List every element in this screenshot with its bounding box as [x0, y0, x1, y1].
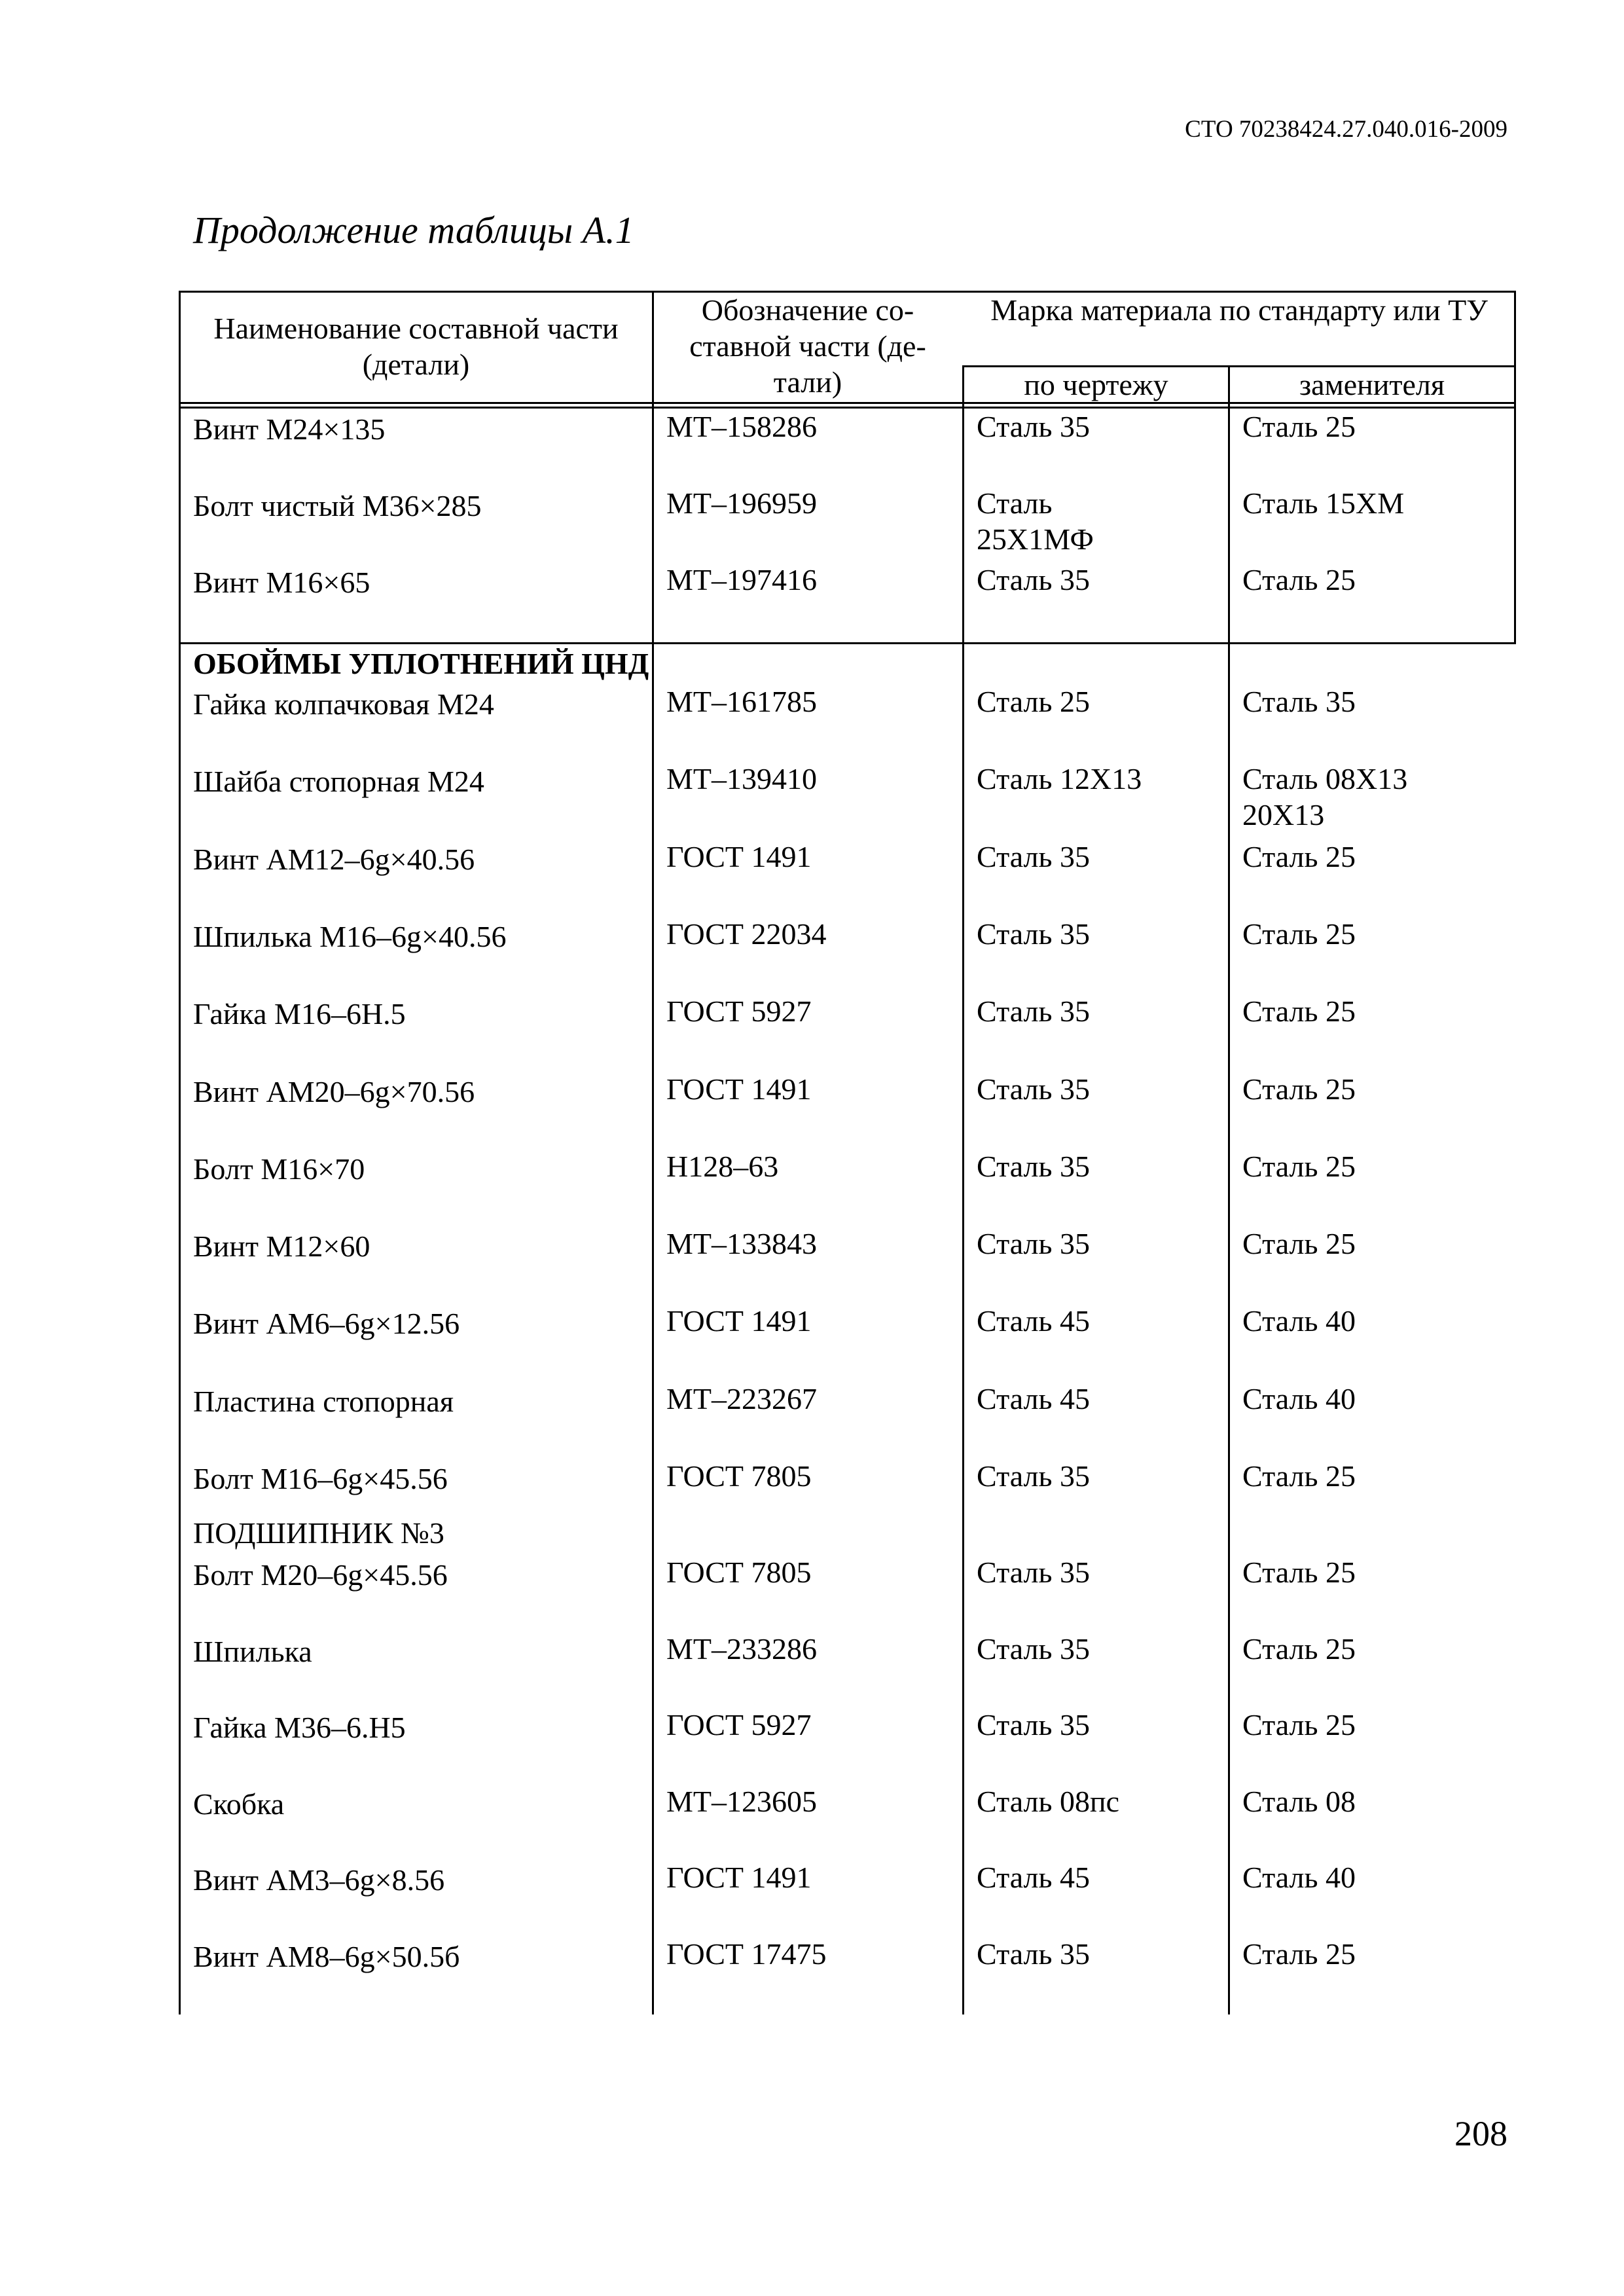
table-cell-designation: ГОСТ 1491	[666, 839, 812, 873]
table-cell-name: Болт чистый М36×285	[193, 489, 482, 522]
table-cell-substitute: Сталь 25	[1242, 1708, 1356, 1741]
subsection-title: ПОДШИПНИК №3	[193, 1516, 444, 1550]
table-cell-designation: ГОСТ 22034	[666, 917, 827, 951]
table-cell-name: Гайка М36–6.Н5	[193, 1711, 406, 1744]
table-cell-substitute: Сталь 25	[1242, 1072, 1356, 1106]
table-cell-designation: ГОСТ 5927	[666, 1708, 812, 1741]
table-cell-designation: МТ–223267	[666, 1381, 817, 1415]
table-cell-substitute: Сталь 25	[1242, 917, 1356, 951]
column-divider-2	[962, 365, 964, 2014]
table-cell-substitute: Сталь 40	[1242, 1381, 1356, 1415]
table-cell-by-drawing: Сталь 35	[977, 410, 1090, 443]
table-left-border	[179, 291, 181, 2014]
table-cell-substitute: Сталь 08Х13 20Х13	[1242, 762, 1408, 832]
table-cell-by-drawing: Сталь 45	[977, 1381, 1090, 1415]
table-cell-designation: ГОСТ 7805	[666, 1459, 812, 1493]
table-cell-substitute: Сталь 35	[1242, 685, 1356, 718]
table-cell-name: Винт М12×60	[193, 1230, 370, 1264]
table-cell-name: Винт АМ8–6g×50.5б	[193, 1939, 460, 1973]
table-cell-by-drawing: Сталь 35	[977, 1937, 1090, 1971]
table-caption: Продолжение таблицы А.1	[193, 209, 634, 251]
table-cell-substitute: Сталь 25	[1242, 1937, 1356, 1971]
table-cell-by-drawing: Сталь 35	[977, 1631, 1090, 1666]
table-cell-name: Винт АМ6–6g×12.56	[193, 1307, 460, 1341]
table-cell-name: Болт М16–6g×45.56	[193, 1462, 448, 1495]
table-cell-substitute: Сталь 08	[1242, 1784, 1356, 1818]
table-cell-by-drawing: Сталь 35	[977, 1459, 1090, 1493]
table-cell-name: Пластина стопорная	[193, 1384, 454, 1418]
table-cell-name: Винт АМ3–6g×8.56	[193, 1863, 445, 1897]
table-cell-by-drawing: Сталь 12Х13	[977, 762, 1142, 796]
table-cell-name: Шайба стопорная М24	[193, 765, 484, 799]
table-cell-designation: МТ–133843	[666, 1227, 817, 1261]
table-cell-by-drawing: Сталь 35	[977, 1708, 1090, 1741]
table-cell-designation: ГОСТ 1491	[666, 1304, 812, 1338]
table-cell-substitute: Сталь 40	[1242, 1304, 1356, 1338]
table-cell-substitute: Сталь 25	[1242, 1556, 1356, 1589]
document-code: СТО 70238424.27.040.016-2009	[1185, 116, 1507, 143]
section-divider	[179, 642, 1516, 644]
table-cell-designation: МТ–196959	[666, 486, 817, 520]
table-cell-by-drawing: Сталь 35	[977, 1149, 1090, 1183]
column-header-substitute: заменителя	[1299, 368, 1445, 401]
column-header-material: Марка материала по стандарту или ТУ	[990, 293, 1488, 327]
table-cell-name: Болт М16×70	[193, 1152, 365, 1186]
table-cell-by-drawing: Сталь 35	[977, 917, 1090, 951]
table-cell-by-drawing: Сталь 35	[977, 563, 1090, 596]
page-number: 208	[1454, 2114, 1507, 2153]
table-cell-by-drawing: Сталь 35	[977, 994, 1090, 1029]
table-cell-name: Скобка	[193, 1787, 285, 1821]
table-right-border	[1514, 291, 1516, 644]
table-cell-name: Гайка М16–6Н.5	[193, 997, 406, 1031]
table-cell-by-drawing: Сталь 35	[977, 1227, 1090, 1261]
table-cell-substitute: Сталь 25	[1242, 563, 1356, 596]
table-cell-substitute: Сталь 40	[1242, 1861, 1356, 1894]
table-cell-by-drawing: Сталь 45	[977, 1861, 1090, 1894]
table-cell-designation: ГОСТ 1491	[666, 1861, 812, 1894]
table-cell-designation: МТ–158286	[666, 410, 817, 443]
table-cell-name: Винт АМ12–6g×40.56	[193, 842, 475, 876]
table-cell-designation: Н128–63	[666, 1149, 779, 1183]
column-header-designation: Обозначение со-ставной части (де-тали)	[689, 293, 926, 399]
table-cell-by-drawing: Сталь 08пс	[977, 1784, 1120, 1818]
table-cell-designation: МТ–161785	[666, 685, 817, 718]
table-cell-designation: ГОСТ 1491	[666, 1072, 812, 1106]
table-cell-substitute: Сталь 25	[1242, 1227, 1356, 1261]
table-cell-designation: МТ–139410	[666, 762, 817, 796]
table-cell-substitute: Сталь 25	[1242, 1459, 1356, 1493]
table-cell-designation: ГОСТ 7805	[666, 1556, 812, 1589]
table-cell-name: Винт М16×65	[193, 566, 370, 599]
table-cell-designation: МТ–197416	[666, 563, 817, 596]
table-cell-designation: МТ–233286	[666, 1631, 817, 1666]
table-cell-substitute: Сталь 25	[1242, 994, 1356, 1029]
column-header-by-drawing: по чертежу	[1024, 368, 1168, 401]
column-divider-1	[652, 291, 654, 2014]
table-cell-designation: ГОСТ 5927	[666, 994, 812, 1029]
table-cell-designation: ГОСТ 17475	[666, 1937, 827, 1971]
table-cell-name: Болт М20–6g×45.56	[193, 1558, 448, 1592]
table-cell-substitute: Сталь 25	[1242, 1149, 1356, 1183]
table-cell-by-drawing: Сталь 45	[977, 1304, 1090, 1338]
column-header-name: Наименование составной части (детали)	[213, 312, 619, 381]
table-cell-by-drawing: Сталь 25	[977, 685, 1090, 718]
table-cell-name: Винт АМ20–6g×70.56	[193, 1074, 475, 1108]
table-cell-name: Гайка колпачковая М24	[193, 687, 494, 721]
column-divider-3	[1228, 365, 1230, 2014]
table-cell-by-drawing: Сталь 35	[977, 839, 1090, 873]
table-cell-name: Винт М24×135	[193, 412, 386, 446]
table-cell-by-drawing: Сталь 35	[977, 1556, 1090, 1589]
section-title: ОБОЙМЫ УПЛОТНЕНИЙ ЦНД	[193, 647, 649, 680]
table-cell-name: Шпилька	[193, 1634, 312, 1668]
table-cell-by-drawing: Сталь 35	[977, 1072, 1090, 1106]
table-cell-designation: МТ–123605	[666, 1784, 817, 1818]
materials-table	[179, 291, 1516, 2014]
table-cell-substitute: Сталь 15ХМ	[1242, 486, 1405, 520]
table-cell-substitute: Сталь 25	[1242, 410, 1356, 443]
table-cell-name: Шпилька М16–6g×40.56	[193, 919, 507, 953]
table-cell-by-drawing: Сталь 25Х1МФ	[977, 486, 1094, 556]
table-cell-substitute: Сталь 25	[1242, 839, 1356, 873]
table-cell-substitute: Сталь 25	[1242, 1631, 1356, 1666]
